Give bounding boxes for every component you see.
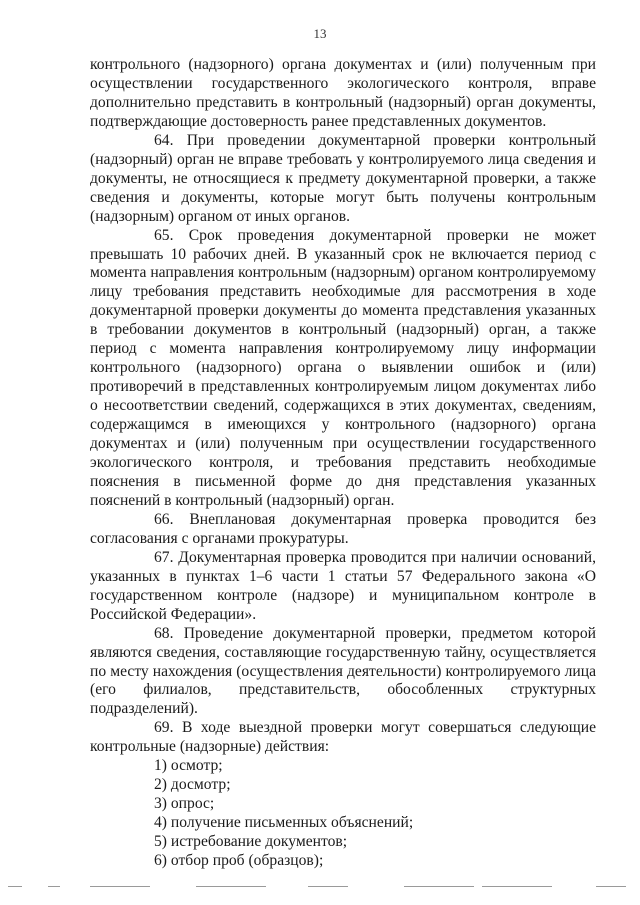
paragraph-69: 69. В ходе выездной проверки могут совершаться следующие контрольные (надзорные) действия: (90, 719, 596, 756)
paragraph-68: 68. Проведение документарной проверки, предметом которой являются сведения, составляющие государственную тайну, осуществляется по месту нахождения (осуществления деятельности) контролируемого лица (его филиалов, представительств, обособленных структурных подразделений). (90, 624, 596, 718)
list-item-6: 6) отбор проб (образцов); (154, 852, 324, 870)
paragraph-66: 66. Внеплановая документарная проверка проводится без согласования с органами прокуратуры. (90, 510, 596, 547)
list-item-4: 4) получение письменных объяснений; (154, 814, 414, 832)
scan-mark (196, 886, 266, 887)
scan-mark (596, 886, 626, 887)
scan-mark (308, 886, 348, 887)
document-body (90, 56, 596, 871)
page-number: 13 (313, 26, 327, 41)
list-item-2: 2) досмотр; (154, 776, 231, 794)
scan-mark (8, 886, 22, 887)
list-item-3: 3) опрос; (154, 795, 215, 813)
list-item-5: 5) истребование документов; (154, 833, 348, 851)
paragraph-continuation: контрольного (надзорного) органа документах и (или) полученным при осуществлении государственного экологического контроля, вправе дополнительно представить в контрольный (надзорный) орган документы, подтверждающие достоверность ранее представленных документов. (90, 56, 596, 130)
scan-mark (404, 886, 474, 887)
scan-mark (90, 886, 150, 887)
paragraph-64: 64. При проведении документарной проверки контрольный (надзорный) орган не вправе требовать у контролируемого лица сведения и документы, не относящиеся к предмету документарной проверки, а также сведения и документы, которые могут быть получены контрольным (надзорным) органом от иных органов. (90, 131, 596, 225)
scan-artifact-marks (0, 884, 640, 890)
paragraph-67: 67. Документарная проверка проводится при наличии оснований, указанных в пунктах 1–6 части 1 статьи 57 Федерального закона «О государственном контроле (надзоре) и муниципальном контроле в Российской Федерации». (90, 548, 596, 623)
scan-mark (482, 886, 552, 887)
paragraph-65: 65. Срок проведения документарной проверки не может превышать 10 рабочих дней. В указанный срок не включается период с момента направления контрольным (надзорным) органом контролируемому лицу требования представить необходимые для рассмотрения в ходе документарной проверки документы до момента представления указанных в требовании документов в контрольный (надзорный) орган, а также период с момента направления контролируемому лицу информации контрольного (надзорного) органа о выявлении ошибок и (или) противоречий в представленных контролируемым лицом документах либо о несоответствии сведений, содержащихся в этих документах, сведениям, содержащимся в имеющихся у контрольного (надзорного) органа документах и (или) полученным при осуществлении государственного экологического контроля, и требования представить необходимые пояснения в письменной форме до дня представления указанных пояснений в контрольный (надзорный) орган. (90, 226, 597, 509)
list-item-1: 1) осмотр; (154, 757, 223, 775)
scan-mark (48, 886, 60, 887)
